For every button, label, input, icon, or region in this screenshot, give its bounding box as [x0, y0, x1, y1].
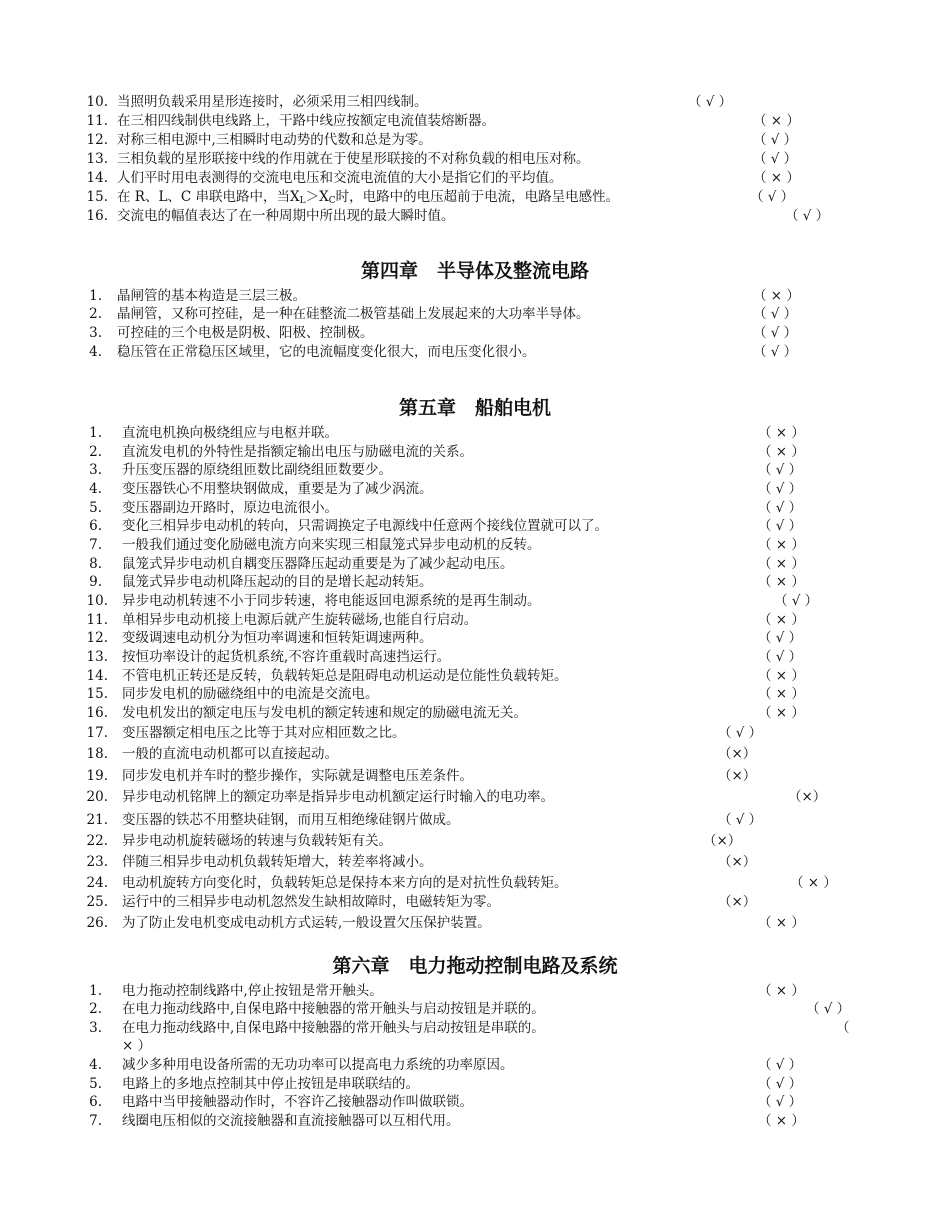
question-text: 三相负载的星形联接中线的作用就在于使星形联接的不对称负载的相电压对称。: [117, 151, 590, 167]
answer-mark: （ √ ）: [806, 1001, 851, 1017]
answer-mark: （ × ）: [758, 537, 805, 553]
question-number: 6.: [89, 1094, 102, 1110]
answer-mark: （ √ ）: [774, 593, 819, 609]
question-number: 16.: [86, 705, 108, 721]
answer-mark: （×）: [703, 833, 742, 849]
question-number: 15.: [86, 189, 108, 205]
question-number: 5.: [89, 1076, 102, 1092]
answer-mark: （×）: [788, 789, 827, 805]
question-text: 按恒功率设计的起货机系统,不容许重载时高速挡运行。: [122, 649, 451, 665]
question-number: 20.: [86, 789, 108, 805]
question-number: 10.: [86, 94, 108, 110]
question-number: 1.: [89, 983, 102, 999]
question-number: 24.: [86, 875, 108, 891]
question-text: 为了防止发电机变成电动机方式运转,一般设置欠压保护装置。: [122, 915, 491, 931]
question-number: 9.: [89, 574, 102, 590]
answer-mark: （ √ ）: [758, 1094, 803, 1110]
answer-mark: （ √ ）: [753, 325, 798, 341]
answer-mark: （ √ ）: [758, 1076, 803, 1092]
answer-mark: （ × ）: [758, 1113, 805, 1129]
question-number: 22.: [86, 833, 108, 849]
question-text: 鼠笼式异步电动机自耦变压器降压起动重要是为了减少起动电压。: [122, 556, 514, 572]
question-number: 7.: [89, 537, 102, 553]
question-text: 单相异步电动机接上电源后就产生旋转磁场,也能自行启动。: [122, 612, 478, 628]
question-number: 16.: [86, 208, 108, 224]
answer-mark: （ × ）: [753, 170, 800, 186]
question-text: 运行中的三相异步电动机忽然发生缺相故障时，电磁转矩为零。: [122, 894, 500, 910]
answer-mark: （ × ）: [758, 705, 805, 721]
answer-mark: （ √ ）: [758, 630, 803, 646]
question-text: 电路中当甲接触器动作时，不容许乙接触器动作叫做联锁。: [122, 1094, 473, 1110]
question-text: 可控硅的三个电极是阴极、阳极、控制极。: [117, 325, 374, 341]
answer-mark: （ √ ）: [758, 649, 803, 665]
answer-mark: （ × ）: [753, 113, 800, 129]
answer-mark: （ × ）: [758, 915, 805, 931]
question-number: 11.: [86, 612, 108, 628]
question-number: 26.: [86, 915, 108, 931]
question-text: 在电力拖动线路中,自保电路中接触器的常开触头与启动按钮是并联的。: [122, 1001, 545, 1017]
question-text: 变化三相异步电动机的转向，只需调换定子电源线中任意两个接线位置就可以了。: [122, 518, 608, 534]
question-text: 人们平时用电表测得的交流电电压和交流电流值的大小是指它们的平均值。: [117, 170, 563, 186]
answer-mark: （ × ）: [758, 556, 805, 572]
question-text: 一般我们通过变化励磁电流方向来实现三相鼠笼式异步电动机的反转。: [122, 537, 541, 553]
question-text: 异步电动机铭牌上的额定功率是指异步电动机额定运行时输入的电功率。: [122, 789, 554, 805]
question-text: 鼠笼式异步电动机降压起动的目的是增长起动转矩。: [122, 574, 433, 590]
question-text: 稳压管在正常稳压区域里，它的电流幅度变化很大，而电压变化很小。: [117, 344, 536, 360]
question-number: 8.: [89, 556, 102, 572]
answer-mark: （ × ）: [758, 444, 805, 460]
answer-mark: （ × ）: [758, 983, 805, 999]
question-number: 21.: [86, 812, 108, 828]
question-number: 6.: [89, 518, 102, 534]
question-number: 1.: [89, 425, 102, 441]
question-text: 电动机旋转方向变化时，负载转矩总是保持本来方向的是对抗性负载转矩。: [122, 875, 568, 891]
question-text: 在电力拖动线路中,自保电路中接触器的常开触头与启动按钮是串联的。: [122, 1020, 545, 1036]
question-number: 3.: [89, 462, 102, 478]
question-text: 异步电动机转速不小于同步转速，将电能返回电源系统的是再生制动。: [122, 593, 541, 609]
question-text: 线圈电压相似的交流接触器和直流接触器可以互相代用。: [122, 1113, 460, 1129]
question-text: 变压器的铁芯不用整块硅钢，而用互相绝缘硅钢片做成。: [122, 812, 460, 828]
question-text: 同步发电机并车时的整步操作，实际就是调整电压差条件。: [122, 768, 473, 784]
question-number: 3.: [89, 1020, 102, 1036]
question-number: 10.: [86, 593, 108, 609]
question-number: 25.: [86, 894, 108, 910]
question-text: 变级调速电动机分为恒功率调速和恒转矩调速两种。: [122, 630, 433, 646]
question-number: 4.: [89, 1057, 102, 1073]
question-number: 13.: [86, 649, 108, 665]
question-number: 1.: [89, 288, 102, 304]
answer-mark: （ × ）: [790, 875, 837, 891]
question-number: 18.: [86, 746, 108, 762]
question-number: 3.: [89, 325, 102, 341]
question-text: 变压器铁心不用整块钢做成，重要是为了减少涡流。: [122, 481, 433, 497]
question-text: 不管电机正转还是反转，负载转矩总是阻碍电动机运动是位能性负载转矩。: [122, 668, 568, 684]
answer-mark: （ √ ）: [758, 500, 803, 516]
question-number: 23.: [86, 854, 108, 870]
question-number: 15.: [86, 686, 108, 702]
answer-mark: （ √ ）: [758, 481, 803, 497]
question-text: 晶闸管的基本构造是三层三极。: [117, 288, 306, 304]
answer-mark: （ √ ）: [753, 306, 798, 322]
question-text: 变压器副边开路时，原边电流很小。: [122, 500, 338, 516]
answer-mark: （ √ ）: [753, 344, 798, 360]
question-number: 19.: [86, 768, 108, 784]
question-text: × ）: [122, 1038, 152, 1054]
answer-mark: （ √ ）: [750, 189, 795, 205]
question-number: 4.: [89, 344, 102, 360]
answer-mark: （×）: [718, 854, 757, 870]
question-text: 晶闸管，又称可控硅，是一种在硅整流二极管基础上发展起来的大功率半导体。: [117, 306, 590, 322]
answer-mark: （ × ）: [758, 668, 805, 684]
answer-mark: （ √ ）: [753, 151, 798, 167]
question-text: 异步电动机旋转磁场的转速与负载转矩有关。: [122, 833, 392, 849]
question-text: 同步发电机的励磁绕组中的电流是交流电。: [122, 686, 379, 702]
question-number: 11.: [86, 113, 108, 129]
answer-mark: （ × ）: [758, 574, 805, 590]
answer-mark: （ × ）: [758, 686, 805, 702]
question-number: 14.: [86, 170, 108, 186]
question-number: 14.: [86, 668, 108, 684]
chapter-heading: 第五章 船舶电机: [398, 397, 551, 419]
question-text: 变压器额定相电压之比等于其对应相匝数之比。: [122, 725, 406, 741]
question-text: 伴随三相异步电动机负载转矩增大，转差率将减小。: [122, 854, 433, 870]
question-text: 在 R、L、C 串联电路中，当$X_L>X_C$时，电路中的电压超前于电流，电路呈电感性。: [117, 189, 620, 206]
answer-mark: （×）: [718, 768, 757, 784]
answer-mark: （ √ ）: [758, 462, 803, 478]
question-text: 在三相四线制供电线路上，干路中线应按额定电流值装熔断器。: [117, 113, 495, 129]
answer-mark: （: [836, 1020, 850, 1036]
answer-mark: （×）: [718, 894, 757, 910]
question-number: 13.: [86, 151, 108, 167]
answer-mark: （ √ ）: [718, 725, 763, 741]
question-text: 电力拖动控制线路中,停止按钮是常开触头。: [122, 983, 383, 999]
question-text: 一般的直流电动机都可以直接起动。: [122, 746, 338, 762]
answer-mark: （ × ）: [753, 288, 800, 304]
answer-mark: （×）: [718, 746, 757, 762]
question-text: 直流电机换向极绕组应与电枢并联。: [122, 425, 338, 441]
answer-mark: （ √ ）: [688, 94, 733, 110]
question-text: 升压变压器的原绕组匝数比副绕组匝数要少。: [122, 462, 392, 478]
question-text: 对称三相电源中,三相瞬时电动势的代数和总是为零。: [117, 132, 432, 148]
answer-mark: （ √ ）: [785, 208, 830, 224]
question-text: 电路上的多地点控制其中停止按钮是串联联结的。: [122, 1076, 419, 1092]
question-number: 2.: [89, 1001, 102, 1017]
question-text: 直流发电机的外特性是指额定输出电压与励磁电流的关系。: [122, 444, 473, 460]
question-number: 2.: [89, 306, 102, 322]
question-number: 5.: [89, 500, 102, 516]
question-text: 发电机发出的额定电压与发电机的额定转速和规定的励磁电流无关。: [122, 705, 527, 721]
question-text: 减少多种用电设备所需的无功功率可以提高电力系统的功率原因。: [122, 1057, 514, 1073]
question-number: 2.: [89, 444, 102, 460]
question-number: 17.: [86, 725, 108, 741]
answer-mark: （ × ）: [758, 425, 805, 441]
question-number: 12.: [86, 132, 108, 148]
question-number: 7.: [89, 1113, 102, 1129]
chapter-heading: 第六章 电力拖动控制电路及系统: [332, 955, 618, 977]
question-number: 12.: [86, 630, 108, 646]
chapter-heading: 第四章 半导体及整流电路: [360, 260, 589, 282]
answer-mark: （ √ ）: [758, 518, 803, 534]
question-text: 交流电的幅值表达了在一种周期中所出现的最大瞬时值。: [117, 208, 455, 224]
question-number: 4.: [89, 481, 102, 497]
answer-mark: （ √ ）: [753, 132, 798, 148]
answer-mark: （ × ）: [758, 612, 805, 628]
answer-mark: （ √ ）: [718, 812, 763, 828]
question-text: 当照明负载采用星形连接时，必须采用三相四线制。: [117, 94, 428, 110]
answer-mark: （ √ ）: [758, 1057, 803, 1073]
